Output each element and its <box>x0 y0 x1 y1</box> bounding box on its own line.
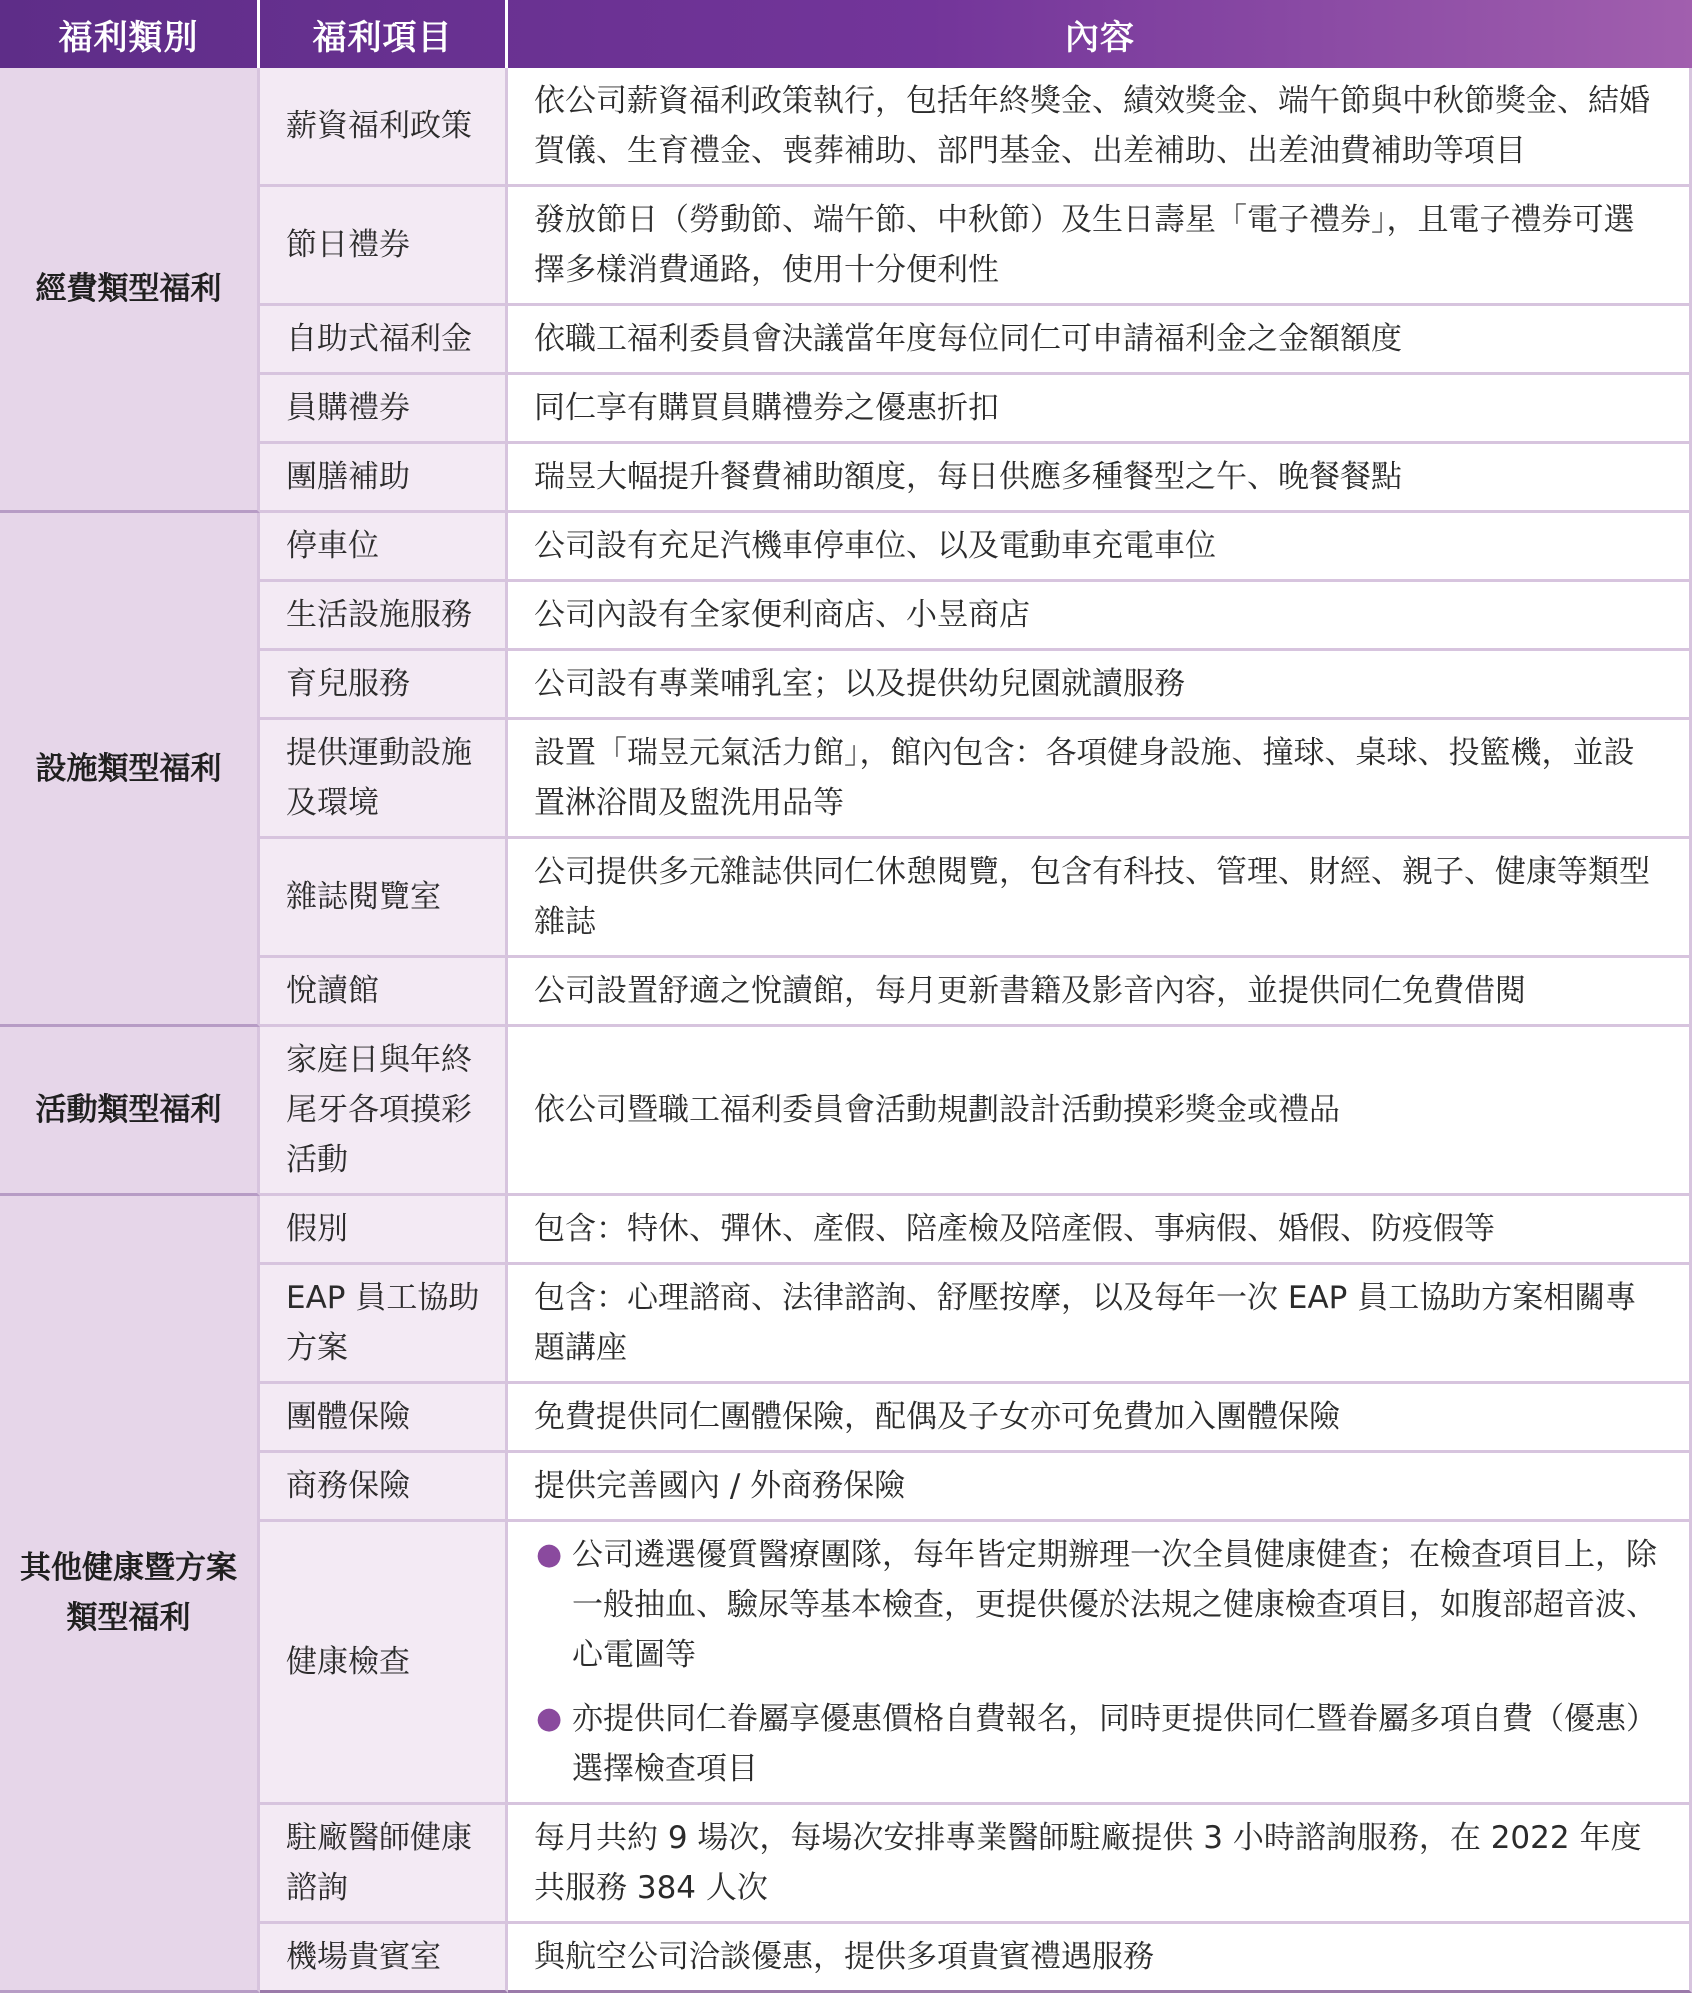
item-cell: 機場貴賓室 <box>260 1924 508 1993</box>
content-cell: 依公司薪資福利政策執行，包括年終獎金、績效獎金、端午節與中秋節獎金、結婚賀儀、生育禮金、喪葬補助、部門基金、出差補助、出差油費補助等項目 <box>508 68 1692 187</box>
header-content: 內容 <box>1065 17 1135 58</box>
content-cell: 包含：心理諮商、法律諮詢、舒壓按摩，以及每年一次 EAP 員工協助方案相關專題講座 <box>508 1265 1692 1384</box>
bullet-item <box>534 1530 1665 1680</box>
item-cell: 團體保險 <box>260 1384 508 1453</box>
bullet-dot-icon: ● <box>536 1701 563 1736</box>
content-cell: 免費提供同仁團體保險，配偶及子女亦可免費加入團體保險 <box>508 1384 1692 1453</box>
content-cell: 每月共約 9 場次，每場次安排專業醫師駐廠提供 3 小時諮詢服務，在 2022 年度共服務 384 人次 <box>508 1805 1692 1924</box>
item-cell: 提供運動設施及環境 <box>260 720 508 839</box>
item-cell: 員購禮券 <box>260 375 508 444</box>
header-category: 福利類別 <box>0 0 260 68</box>
bullet-text: 公司遴選優質醫療團隊，每年皆定期辦理一次全員健康健查；在檢查項目上，除一般抽血、驗尿等基本檢查，更提供優於法規之健康檢查項目，如腹部超音波、心電圖等 <box>572 1537 1657 1673</box>
header-row <box>0 0 1692 68</box>
table-row <box>0 1027 1692 1196</box>
item-cell: EAP 員工協助方案 <box>260 1265 508 1384</box>
category-cell: 其他健康暨方案類型福利 <box>0 1196 260 1993</box>
item-cell: 假別 <box>260 1196 508 1265</box>
content-cell: 公司設置舒適之悅讀館，每月更新書籍及影音內容，並提供同仁免費借閱 <box>508 958 1692 1027</box>
item-cell: 團膳補助 <box>260 444 508 513</box>
category-cell: 設施類型福利 <box>0 513 260 1027</box>
item-cell: 停車位 <box>260 513 508 582</box>
item-cell: 薪資福利政策 <box>260 68 508 187</box>
item-cell: 駐廠醫師健康諮詢 <box>260 1805 508 1924</box>
item-cell: 健康檢查 <box>260 1522 508 1805</box>
item-cell: 自助式福利金 <box>260 306 508 375</box>
table-row <box>0 68 1692 187</box>
table-row <box>0 1196 1692 1265</box>
bullet-text: 亦提供同仁眷屬享優惠價格自費報名，同時更提供同仁暨眷屬多項自費（優惠）選擇檢查項目 <box>572 1701 1657 1787</box>
bullet-item <box>534 1694 1665 1794</box>
content-cell: 依公司暨職工福利委員會活動規劃設計活動摸彩獎金或禮品 <box>508 1027 1692 1196</box>
content-cell: 同仁享有購買員購禮券之優惠折扣 <box>508 375 1692 444</box>
content-cell: 包含：特休、彈休、產假、陪產檢及陪產假、事病假、婚假、防疫假等 <box>508 1196 1692 1265</box>
content-cell: 依職工福利委員會決議當年度每位同仁可申請福利金之金額額度 <box>508 306 1692 375</box>
content-cell: 提供完善國內 / 外商務保險 <box>508 1453 1692 1522</box>
item-cell: 商務保險 <box>260 1453 508 1522</box>
header-item: 福利項目 <box>260 0 508 68</box>
item-cell: 家庭日與年終尾牙各項摸彩活動 <box>260 1027 508 1196</box>
item-cell: 育兒服務 <box>260 651 508 720</box>
content-cell <box>508 1522 1692 1805</box>
table-row <box>0 513 1692 582</box>
content-cell: 設置「瑞昱元氣活力館」，館內包含：各項健身設施、撞球、桌球、投籃機，並設置淋浴間及盥洗用品等 <box>508 720 1692 839</box>
content-cell: 公司內設有全家便利商店、小昱商店 <box>508 582 1692 651</box>
bullet-dot-icon: ● <box>536 1537 563 1572</box>
content-cell: 公司提供多元雜誌供同仁休憩閱覽，包含有科技、管理、財經、親子、健康等類型雜誌 <box>508 839 1692 958</box>
content-cell: 公司設有充足汽機車停車位、以及電動車充電車位 <box>508 513 1692 582</box>
content-cell: 與航空公司洽談優惠，提供多項貴賓禮遇服務 <box>508 1924 1692 1993</box>
item-cell: 節日禮券 <box>260 187 508 306</box>
content-cell: 瑞昱大幅提升餐費補助額度，每日供應多種餐型之午、晚餐餐點 <box>508 444 1692 513</box>
content-cell: 發放節日（勞動節、端午節、中秋節）及生日壽星「電子禮券」，且電子禮券可選擇多樣消費通路，使用十分便利性 <box>508 187 1692 306</box>
category-cell: 經費類型福利 <box>0 68 260 513</box>
item-cell: 生活設施服務 <box>260 582 508 651</box>
item-cell: 悅讀館 <box>260 958 508 1027</box>
item-cell: 雜誌閱覽室 <box>260 839 508 958</box>
content-cell: 公司設有專業哺乳室；以及提供幼兒園就讀服務 <box>508 651 1692 720</box>
category-cell: 活動類型福利 <box>0 1027 260 1196</box>
